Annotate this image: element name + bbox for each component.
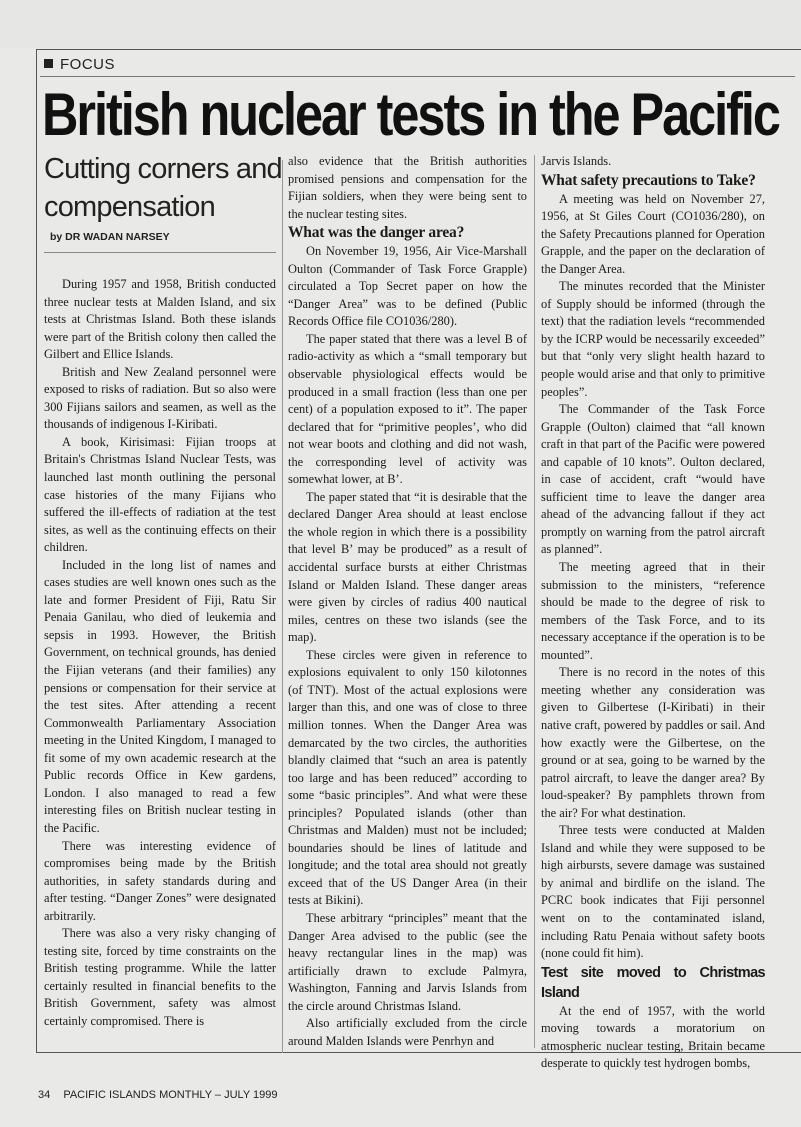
subheadline: Cutting corners and compensation <box>44 153 282 223</box>
column-divider-2 <box>534 155 535 1048</box>
paragraph: There was interesting evidence of compromises being made by the British authorities, in safety standards during and after testing. “Danger Zones” were designated arbitrarily. <box>44 838 276 923</box>
paragraph: There was also a very risky changing of testing site, forced by time constraints on the British testing programme. While the latter certainly resulted in financial benefits to the British Government, safety was almost certainly compromised. There is <box>44 926 276 1028</box>
section-rule <box>40 76 795 77</box>
page-number: 34 <box>38 1089 51 1101</box>
paragraph: At the end of 1957, with the world moving towards a moratorium on atmospheric nuclear testing, Britain became desperate to quickly test hydrogen bombs, <box>541 1003 765 1071</box>
byline-rule <box>44 252 276 253</box>
headline: British nuclear tests in the Pacific <box>42 81 779 148</box>
paragraph: Included in the long list of names and cases studies are well known ones such as the late and former President of Fiji, Ratu Sir Penaia Ganilau, who died of leukemia and sepsis in 1993. However, the British Government, on technical grounds, has denied the Fijian veterans (and their families) any pensions or compensation for their service at the test sites. After attending a recent Commonwealth Parliamentary Association meeting in the United Kingdom, I managed to fit some of my own academic research at the Public records Office in Kew gardens, London. I also managed to read a few interesting files on British nuclear testing in the Pacific. <box>44 557 276 835</box>
section-label <box>44 55 115 75</box>
paragraph: A meeting was held on November 27, 1956, at St Giles Court (CO1036/280), on the Safety Precautions planned for Operation Grapple, and the paper on the declaration of the Danger Area. <box>541 191 765 276</box>
paragraph: The meeting agreed that in their submission to the ministers, “reference should be made to the degree of risk to members of the Task Force, and to its necessary acceptance if the operation is to be mounted”. <box>541 560 765 662</box>
paragraph: Jarvis Islands. <box>541 154 612 168</box>
paragraph: Also artificially excluded from the circle around Malden Islands were Penrhyn and <box>288 1016 527 1048</box>
article-column-2 <box>288 153 527 1050</box>
paragraph: Three tests were conducted at Malden Island and while they were supposed to be high airbursts, severe damage was sustained by animal and birdlife on the island. The PCRC book indicates that Fiji personnel went on to the contaminated island, including Ratu Penaia without safety boots (none could fit him). <box>541 823 765 961</box>
frame-left-rule <box>36 49 37 1052</box>
frame-top-rule <box>36 49 801 50</box>
paragraph: These arbitrary “principles” meant that the Danger Area advised to the public (see the heavy rectangular lines in the map) was artificially drawn to exclude Palmyra, Washington, Fanning and Jarvis Islands from the circle around Christmas Island. <box>288 910 527 1013</box>
paragraph: A book, Kirisimasi: Fijian troops at Britain's Christmas Island Nuclear Tests, was launched last month outlining the personal case histories of the many Fijians who suffered the ill-effects of radiation at the test sites, as well as the continuing effects on their children. <box>44 434 276 555</box>
publication-name: PACIFIC ISLANDS MONTHLY – JULY 1999 <box>63 1089 278 1101</box>
paragraph: also evidence that the British authorities promised pensions and compensation for the Fijian soldiers, when they were being sent to the nuclear testing sites. <box>288 154 527 221</box>
paragraph: On November 19, 1956, Air Vice-Marshall Oulton (Commander of Task Force Grapple) circulated a Top Secret paper on how the “Danger Area” was to be defined (Public Records Office file CO1036/280). <box>288 244 527 329</box>
section-label-text: FOCUS <box>60 56 115 73</box>
section-heading-test-site-moved: Test site moved to Christmas Island <box>541 964 765 1001</box>
paragraph: There is no record in the notes of this meeting whether any consideration was given to Gilbertese (I-Kiribati) in their native craft, powered by paddles or sail. And how exactly were the Gilbertese, on the ground or at sea, going to be warned by the patrol aircraft, to leave the danger area? By loud-speaker? By pamphlets thrown from the air? For what destination. <box>541 665 765 820</box>
page-footer <box>38 1089 287 1101</box>
paragraph: The Commander of the Task Force Grapple (Oulton) claimed that “all known craft in that part of the Pacific were powered and capable of 10 knots”. Oulton declared, in case of accident, craft “would have sufficient time to leave the danger area ahead of the advancing fallout if they act promptly on warning from the patrol aircraft as planned”. <box>541 402 765 557</box>
column-divider-1 <box>282 160 283 1053</box>
paragraph: During 1957 and 1958, British conducted three nuclear tests at Malden Island, and six tests at Christmas Island. Both these islands were part of the British colony then called the Gilbert and Ellice Islands. <box>44 277 276 362</box>
section-heading-danger-area: What was the danger area? <box>288 224 465 242</box>
square-bullet-icon <box>44 59 53 68</box>
paragraph: British and New Zealand personnel were exposed to risks of radiation. But so also were 300 Fijians sailors and seamen, as well as the thousands of indigenous I-Kiribati. <box>44 364 276 432</box>
paragraph: The paper stated that there was a level B of radio-activity as which a “small temporary but observable physiological effects would be produced in a small fraction (less than one per cent) of a population exposed to it”. The paper declared that for “primitive peoples’, who did not wear boots and clothing and did not wash, the corresponding level of activity was somewhat lower, at B’. <box>288 331 527 487</box>
section-heading-safety-precautions: What safety precautions to Take? <box>541 171 756 189</box>
article-column-1 <box>44 276 276 1031</box>
article-column-3 <box>541 153 765 1073</box>
paragraph: The paper stated that “it is desirable that the declared Danger Area should at least enclose the whole region in which there is a possibility that level B’ may be produced” as a result of accidental surface bursts at either Christmas Island or Malden Island. These danger areas were given by circles of radius 400 nautical miles, centres on these two islands (see the map). <box>288 489 527 645</box>
top-margin <box>0 0 801 48</box>
paragraph: These circles were given in reference to explosions equivalent to only 150 kilotonnes (of TNT). Most of the actual explosions were larger than this, and one was of close to three million tonnes. When the Danger Area was demarcated by the two circles, the authorities blandly claimed that “such an area is patently too large and has been reduced” according to some “basic principles”. And what were these principles? Populated islands (other than Christmas and Malden) must not be included; boundaries should be lines of latitude and longitude; and the total area should not greatly exceed that of the US Danger Area (in their tests at Bikini). <box>288 647 527 908</box>
byline: by DR WADAN NARSEY <box>50 231 170 243</box>
paragraph: The minutes recorded that the Minister of Supply should be informed (through the text) that the radiation levels “recommended by the ICRP would be necessarily exceeded” but that “only very slight health hazard to people would arise and that only to primitive peoples”. <box>541 279 765 399</box>
